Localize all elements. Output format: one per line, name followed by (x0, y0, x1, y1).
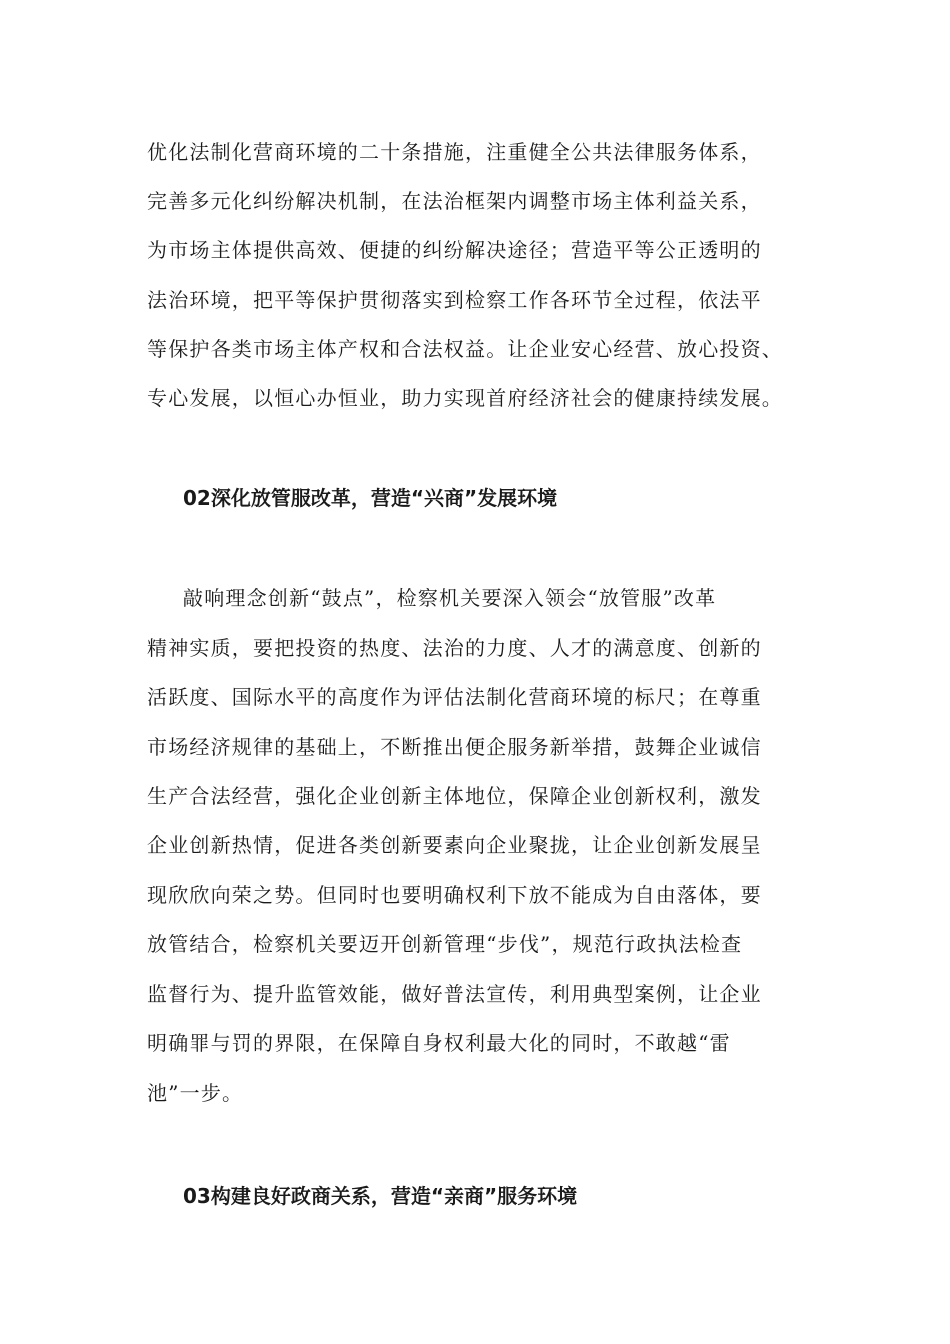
paragraph-line: 生产合法经营，强化企业创新主体地位，保障企业创新权利，激发 (147, 784, 762, 808)
paragraph-line: 明确罪与罚的界限，在保障自身权利最大化的同时，不敢越“雷 (147, 1031, 731, 1055)
paragraph-line: 专心发展，以恒心办恒业，助力实现首府经济社会的健康持续发展。 (147, 386, 783, 410)
paragraph-line: 等保护各类市场主体产权和合法权益。让企业安心经营、放心投资、 (147, 337, 783, 361)
paragraph-line: 池”一步。 (147, 1081, 244, 1105)
paragraph-line: 敲响理念创新“鼓点”，检察机关要深入领会“放管服”改革 (183, 586, 717, 610)
paragraph-line: 活跃度、国际水平的高度作为评估法制化营商环境的标尺；在尊重 (147, 685, 762, 709)
paragraph-line: 为市场主体提供高效、便捷的纠纷解决途径；营造平等公正透明的 (147, 238, 762, 262)
paragraph-line: 优化法制化营商环境的二十条措施，注重健全公共法律服务体系， (147, 140, 762, 164)
paragraph-line: 监督行为、提升监管效能，做好普法宣传，利用典型案例，让企业 (147, 982, 762, 1006)
paragraph-line: 法治环境，把平等保护贯彻落实到检察工作各环节全过程，依法平 (147, 288, 762, 312)
paragraph-line: 企业创新热情，促进各类创新要素向企业聚拢，让企业创新发展呈 (147, 833, 762, 857)
paragraph-line: 市场经济规律的基础上，不断推出便企服务新举措，鼓舞企业诚信 (147, 735, 762, 759)
section-heading: 02深化放管服改革，营造“兴商”发展环境 (183, 486, 558, 510)
paragraph-line: 放管结合，检察机关要迈开创新管理“步伐”，规范行政执法检查 (147, 932, 743, 956)
section-heading: 03构建良好政商关系，营造“亲商”服务环境 (183, 1184, 578, 1208)
paragraph-line: 精神实质，要把投资的热度、法治的力度、人才的满意度、创新的 (147, 636, 762, 660)
paragraph-line: 现欣欣向荣之势。但同时也要明确权利下放不能成为自由落体，要 (147, 883, 762, 907)
paragraph-line: 完善多元化纠纷解决机制，在法治框架内调整市场主体利益关系， (147, 189, 762, 213)
